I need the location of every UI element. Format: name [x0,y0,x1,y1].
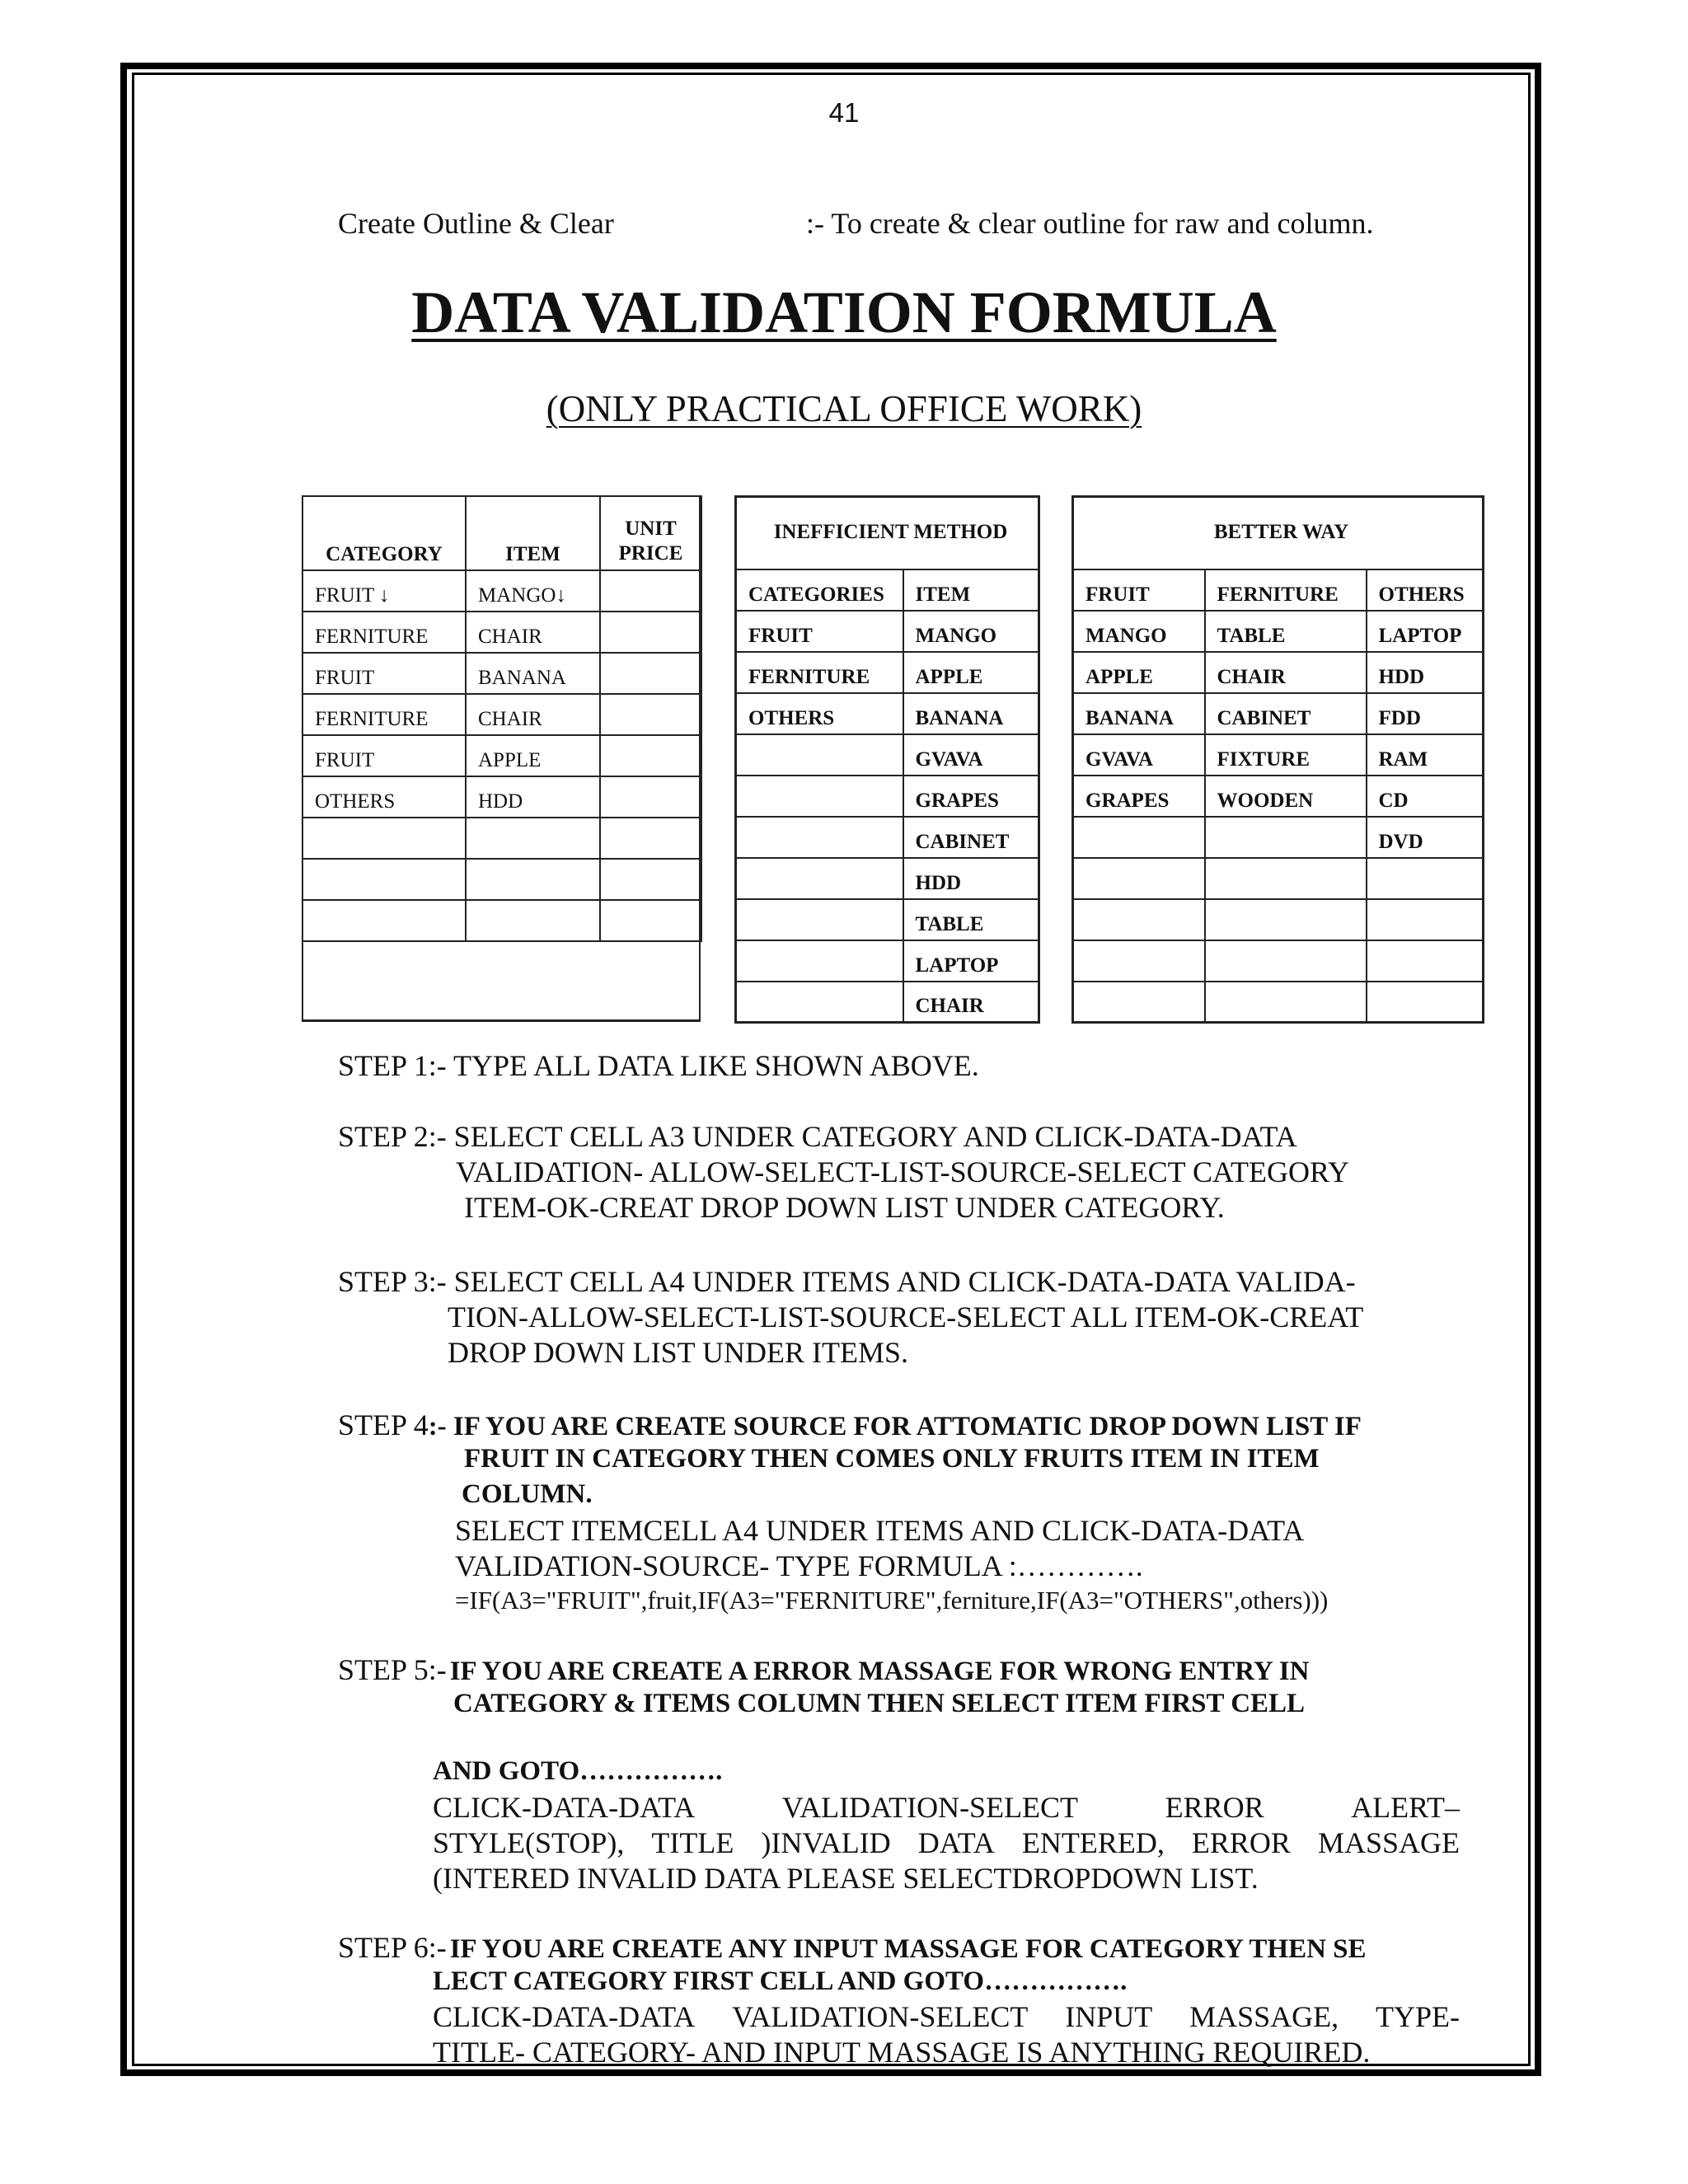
step-4-normal-2: VALIDATION-SOURCE- TYPE FORMULA :…………. [455,1549,1143,1582]
step-4-prefix: STEP 4 [338,1408,429,1441]
table-row [1073,940,1484,982]
header-category: CATEGORY [302,496,466,570]
step-2-line-2: VALIDATION- ALLOW-SELECT-LIST-SOURCE-SELECT CATEGORY [456,1155,1350,1188]
table-row [302,776,701,818]
word: )INVALID [761,1826,891,1859]
table-cell: CABINET [1205,693,1367,734]
table-cell: FRUIT ↓ [302,570,466,612]
table-cell: BANANA [1073,693,1205,734]
table-cell [736,776,903,817]
table-row [736,693,1039,734]
table-cell [302,818,466,859]
table-cell: ITEM [903,569,1039,611]
step-6-last: TITLE- CATEGORY- AND INPUT MASSAGE IS ANYTHING REQUIRED. [433,2036,1371,2069]
table-cell: GRAPES [903,776,1039,817]
word: CLICK-DATA-DATA [433,2000,696,2033]
step-5-bold-3: AND GOTO……………. [433,1756,723,1786]
table-cell [600,735,701,776]
table-cell: LAPTOP [903,940,1039,982]
table-cell: FIXTURE [1205,734,1367,776]
table-cell: OTHERS [736,693,903,734]
step-4-bold-3: COLUMN. [462,1479,593,1509]
table-cell: RAM [1367,734,1484,776]
table-cell: HDD [466,776,600,818]
table-cell: APPLE [1073,652,1205,693]
table-cell: MANGO [1073,611,1205,652]
table-cell [466,818,600,859]
table-cell [736,940,903,982]
step-6-bold-1: IF YOU ARE CREATE ANY INPUT MASSAGE FOR CATEGORY THEN SE [449,1934,1367,1964]
table-cell: GVAVA [1073,734,1205,776]
page-subtitle: (ONLY PRACTICAL OFFICE WORK) [546,388,1142,429]
table-row [736,776,1039,817]
table-cell [1205,899,1367,940]
table-cell [1205,858,1367,899]
step-4-bold-2: FRUIT IN CATEGORY THEN COMES ONLY FRUITS ITEM IN ITEM [464,1444,1320,1474]
table-cell [600,818,701,859]
table-cell: GRAPES [1073,776,1205,817]
table-row [302,612,701,653]
header-better-way: BETTER WAY [1073,497,1484,569]
table-cell: OTHERS [302,776,466,818]
table-cell [1367,899,1484,940]
table-row [736,569,1039,611]
table-cell: CD [1367,776,1484,817]
step-3-line-3: DROP DOWN LIST UNDER ITEMS. [448,1336,909,1369]
table-cell [1367,982,1484,1023]
table-cell: GVAVA [903,734,1039,776]
table-row [736,940,1039,982]
table-row [302,653,701,694]
table-cell: MANGO [903,611,1039,652]
table-cell [736,982,903,1023]
table-row [302,570,701,612]
table-row [1073,776,1484,817]
table-cell: FDD [1367,693,1484,734]
word: DATA [917,1826,995,1859]
word: MASSAGE, [1189,2000,1339,2033]
table-row [736,858,1039,899]
table-inefficient-method [734,495,1040,1024]
table-row [1073,569,1484,611]
step-6-bold-2: LECT CATEGORY FIRST CELL AND GOTO……………. [433,1966,1128,1996]
step-6-justified-1 [433,1999,1460,2034]
word: STYLE(STOP), [433,1826,625,1859]
table-cell: OTHERS [1367,569,1484,611]
header-unit-price: UNIT PRICE [600,496,701,570]
table-row [736,899,1039,940]
table-cell: DVD [1367,817,1484,858]
table-row [736,734,1039,776]
step-5-justified-1 [433,1790,1460,1825]
step-5-last: (INTERED INVALID DATA PLEASE SELECTDROPDOWN LIST. [433,1862,1259,1895]
table-cell: CHAIR [466,612,600,653]
word: VALIDATION-SELECT [781,1791,1079,1824]
table-row [736,817,1039,858]
table-cell: MANGO↓ [466,570,600,612]
table-cell [1205,817,1367,858]
table-cell [600,900,701,941]
table-category-item [302,495,702,942]
table-row [302,735,701,776]
table-header-row [1073,497,1484,569]
intro-definition: :- To create & clear outline for raw and column. [806,207,1374,240]
step-2-line-3: ITEM-OK-CREAT DROP DOWN LIST UNDER CATEGORY. [464,1191,1225,1224]
table-cell [600,859,701,900]
table-cell: APPLE [466,735,600,776]
word: TYPE- [1375,2000,1460,2033]
table-cell: FRUIT [302,653,466,694]
table-cell: APPLE [903,652,1039,693]
table-cell: HDD [903,858,1039,899]
step-4-line-1 [338,1408,1362,1442]
table-cell [1073,899,1205,940]
table-cell [302,900,466,941]
word: ERROR [1191,1826,1291,1859]
table-row [736,652,1039,693]
table-cell: FERNITURE [1205,569,1367,611]
intro-term: Create Outline & Clear [338,207,614,240]
step-6-line-1 [338,1930,1367,1965]
table-row [1073,611,1484,652]
word: TITLE [651,1826,734,1859]
table-cell [600,694,701,735]
table-row [302,818,701,859]
page-title: DATA VALIDATION FORMULA [411,279,1277,345]
table-cell [1073,940,1205,982]
table-cell: TABLE [1205,611,1367,652]
table-cell [600,612,701,653]
table-cell: FRUIT [302,735,466,776]
word: MASSAGE [1317,1826,1460,1859]
step-5-justified-2 [433,1825,1460,1860]
step-4-bold-1: :- IF YOU ARE CREATE SOURCE FOR ATTOMATIC DROP DOWN LIST IF [428,1412,1362,1441]
word: VALIDATION-SELECT [732,2000,1029,2033]
table-cell [466,900,600,941]
table-cell [1073,858,1205,899]
table-cell: CHAIR [1205,652,1367,693]
table-cell [736,858,903,899]
table-cell: TABLE [903,899,1039,940]
table-row [302,900,701,941]
table-row [302,694,701,735]
table-cell: HDD [1367,652,1484,693]
step-3-line-1: STEP 3:- SELECT CELL A4 UNDER ITEMS AND CLICK-DATA-DATA VALIDA- [338,1265,1356,1298]
step-2-line-1: STEP 2:- SELECT CELL A3 UNDER CATEGORY AND CLICK-DATA-DATA [338,1120,1297,1153]
table-cell: FERNITURE [736,652,903,693]
table-row [1073,982,1484,1023]
table-row [1073,817,1484,858]
table-row [1073,652,1484,693]
step-5-bold-1: IF YOU ARE CREATE A ERROR MASSAGE FOR WRONG ENTRY IN [449,1657,1310,1686]
table-cell: BANANA [903,693,1039,734]
table-cell: FRUIT [1073,569,1205,611]
word: ALERT– [1351,1791,1460,1824]
table-cell [1073,982,1205,1023]
table-cell: WOODEN [1205,776,1367,817]
table-cell: FRUIT [736,611,903,652]
word: INPUT [1065,2000,1153,2033]
word: CLICK-DATA-DATA [433,1791,696,1824]
table-cell [1367,858,1484,899]
table-row [302,859,701,900]
table-cell: FERNITURE [302,694,466,735]
table-cell [302,859,466,900]
table-cell [736,734,903,776]
table-row [736,982,1039,1023]
table-header-row [302,496,701,570]
table-row [1073,858,1484,899]
step-5-bold-2: CATEGORY & ITEMS COLUMN THEN SELECT ITEM FIRST CELL [453,1689,1306,1718]
header-item: ITEM [466,496,600,570]
table-cell: CHAIR [903,982,1039,1023]
table-row [1073,734,1484,776]
table-cell: FERNITURE [302,612,466,653]
table-row [1073,899,1484,940]
table-cell [600,570,701,612]
table-cell [600,653,701,694]
table-cell [466,859,600,900]
word: ENTERED, [1021,1826,1165,1859]
table-cell [736,817,903,858]
table-row [736,611,1039,652]
step-5-line-1 [338,1652,1309,1687]
table-cell: CHAIR [466,694,600,735]
table-cell [1367,940,1484,982]
page-number: 41 [828,97,860,128]
table-cell [1205,982,1367,1023]
table-better-way [1071,495,1484,1024]
step-4-normal-1: SELECT ITEMCELL A4 UNDER ITEMS AND CLICK-DATA-DATA [455,1514,1305,1547]
table-cell [600,776,701,818]
table-cell: BANANA [466,653,600,694]
table-cell: CABINET [903,817,1039,858]
step-1: STEP 1:- TYPE ALL DATA LIKE SHOWN ABOVE. [338,1049,979,1082]
table-cell [736,899,903,940]
step-6-prefix: STEP 6:- [338,1931,447,1964]
table-cell: CATEGORIES [736,569,903,611]
word: ERROR [1165,1791,1264,1824]
header-inefficient-method: INEFFICIENT METHOD [736,497,1039,569]
table-row [1073,693,1484,734]
table-cell: LAPTOP [1367,611,1484,652]
step-4-formula: =IF(A3="FRUIT",fruit,IF(A3="FERNITURE",ferniture,IF(A3="OTHERS",others))) [455,1586,1329,1615]
table-cell [1073,817,1205,858]
table-cell [1205,940,1367,982]
step-5-prefix: STEP 5:- [338,1653,447,1686]
step-3-line-2: TION-ALLOW-SELECT-LIST-SOURCE-SELECT ALL ITEM-OK-CREAT [448,1301,1364,1333]
table-header-row [736,497,1039,569]
